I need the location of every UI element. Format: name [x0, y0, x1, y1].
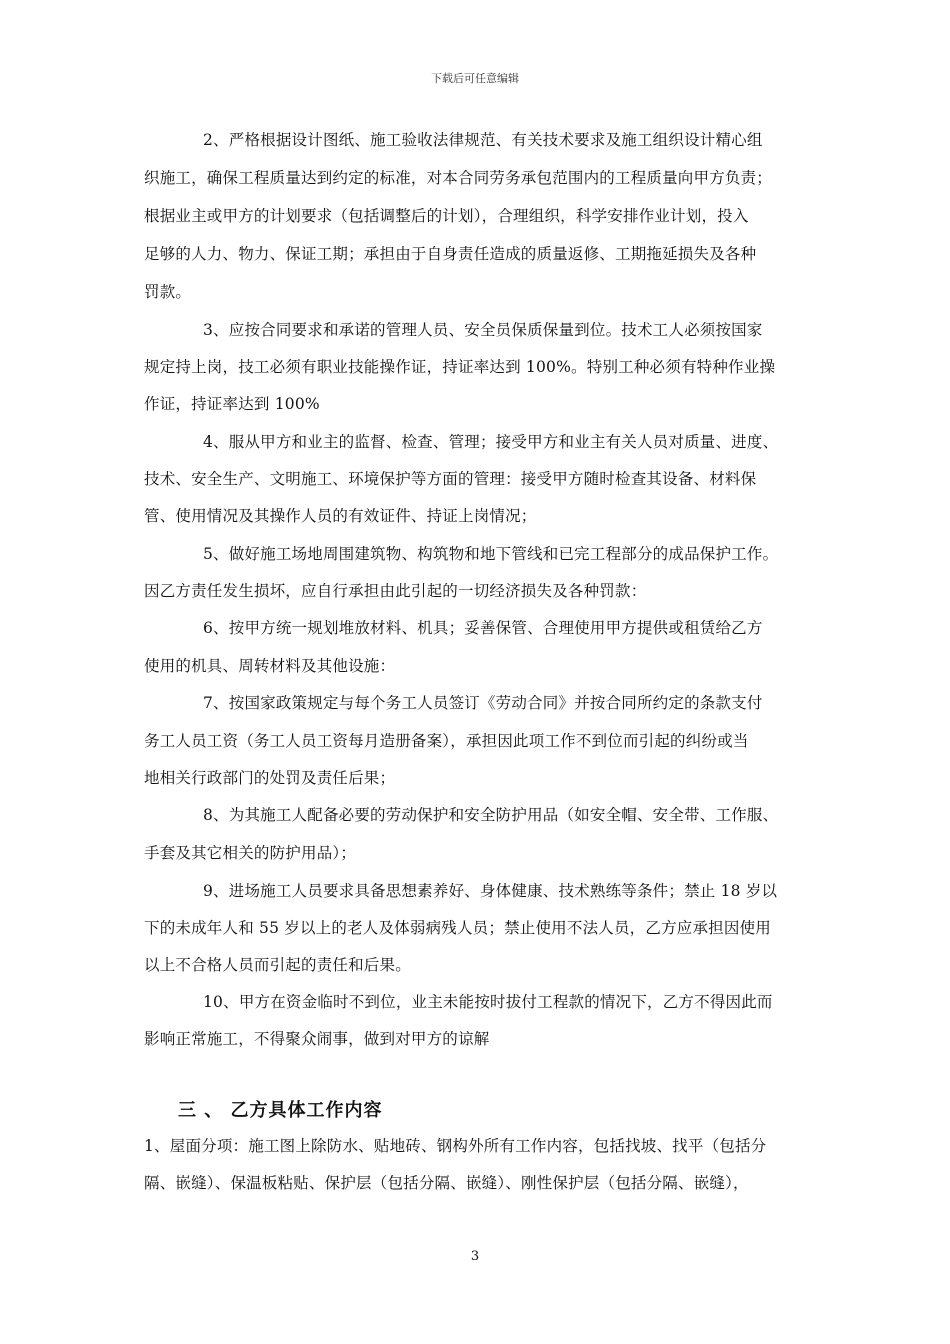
text-line: 9、进场施工人员要求具备思想素养好、身体健康、技术熟练等条件；禁止 18 岁以: [203, 882, 778, 900]
text-line: 8、为其施工人配备必要的劳动保护和安全防护用品（如安全帽、安全带、工作服、: [203, 806, 779, 824]
text-line: 3、应按合同要求和承诺的管理人员、安全员保质保量到位。技术工人必须按国家: [203, 321, 763, 339]
text-line: 隔、嵌缝）、保温板粘贴、保护层（包括分隔、嵌缝）、刚性保护层（包括分隔、嵌缝），: [144, 1174, 749, 1192]
text-line: 6、按甲方统一规划堆放材料、机具；妥善保管、合理使用甲方提供或租赁给乙方: [203, 619, 763, 637]
text-line: 织施工，确保工程质量达到约定的标准，对本合同劳务承包范围内的工程质量向甲方负责；: [144, 169, 773, 187]
text-line: 罚款。: [144, 283, 192, 301]
page-header: 下载后可任意编辑: [431, 72, 519, 85]
text-line: 务工人员工资（务工人员工资每月造册备案），承担因此项工作不到位而引起的纠纷或当: [144, 732, 749, 750]
text-line: 作证，持证率达到 100%: [144, 395, 320, 413]
text-line: 手套及其它相关的防护用品）；: [144, 844, 357, 862]
text-line: 以上不合格人员而引起的责任和后果。: [144, 956, 411, 974]
text-line: 4、服从甲方和业主的监督、检查、管理；接受甲方和业主有关人员对质量、进度、: [203, 433, 779, 451]
section-heading: 三 、 乙方具体工作内容: [178, 1100, 383, 1121]
text-line: 5、做好施工场地周围建筑物、构筑物和地下管线和已完工程部分的成品保护工作。: [203, 545, 779, 563]
text-line: 规定持上岗，技工必须有职业技能操作证，持证率达到 100%。特别工种必须有特种作业操: [144, 358, 776, 376]
text-line: 管、使用情况及其操作人员的有效证件、持证上岗情况；: [144, 507, 537, 525]
text-line: 影响正常施工，不得聚众闹事，做到对甲方的谅解: [144, 1030, 490, 1048]
text-line: 因乙方责任发生损坏，应自行承担由此引起的一切经济损失及各种罚款：: [144, 582, 647, 600]
text-line: 使用的机具、周转材料及其他设施：: [144, 657, 396, 675]
text-line: 1、屋面分项：施工图上除防水、贴地砖、钢构外所有工作内容，包括找坡、找平（包括分: [144, 1137, 767, 1155]
text-line: 下的未成年人和 55 岁以上的老人及体弱病残人员；禁止使用不法人员，乙方应承担因使用: [144, 919, 771, 937]
text-line: 地相关行政部门的处罚及责任后果；: [144, 769, 396, 787]
page-number: 3: [470, 1249, 480, 1264]
text-line: 技术、安全生产、文明施工、环境保护等方面的管理：接受甲方随时检查其设备、材料保: [144, 470, 757, 488]
text-line: 10、甲方在资金临时不到位，业主未能按时拔付工程款的情况下，乙方不得因此而: [203, 993, 773, 1011]
text-line: 7、按国家政策规定与每个务工人员签订《劳动合同》并按合同所约定的条款支付: [203, 694, 763, 712]
text-line: 根据业主或甲方的计划要求（包括调整后的计划），合理组织，科学安排作业计划，投入: [144, 207, 749, 225]
text-line: 足够的人力、物力、保证工期；承担由于自身责任造成的质量返修、工期拖延损失及各种: [144, 245, 757, 263]
text-line: 2、严格根据设计图纸、施工验收法律规范、有关技术要求及施工组织设计精心组: [203, 131, 763, 149]
